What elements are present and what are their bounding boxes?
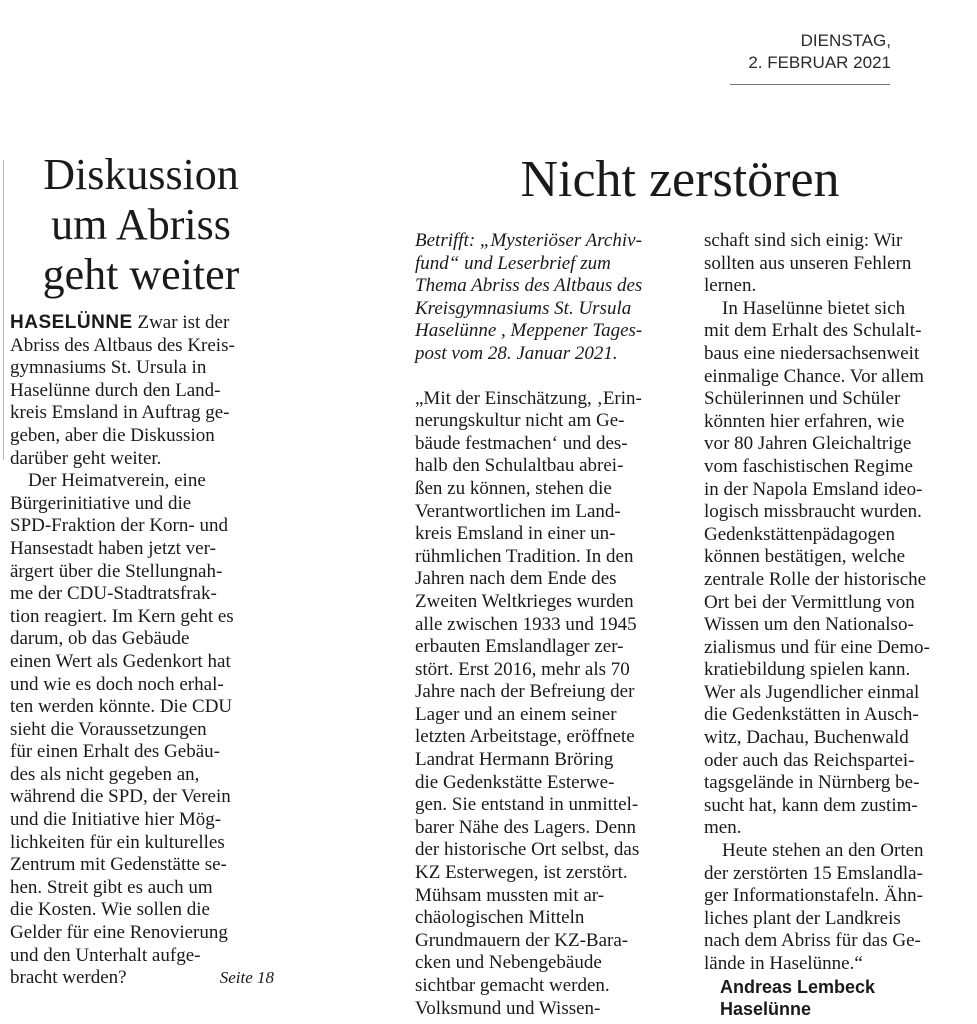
text-line: Haselünne durch den Land- [10, 379, 221, 401]
left-article-paragraph-1 [10, 312, 274, 470]
letter-reference [415, 230, 695, 366]
text-line: fund“ und Leserbrief zum [415, 252, 611, 274]
text-line: Volksmund und Wissen- [415, 997, 601, 1019]
left-article-headline [10, 150, 272, 300]
text-line: einmalige Chance. Vor allem [704, 365, 924, 387]
text-line: barer Nähe des Lagers. Denn [415, 816, 637, 838]
spacer [415, 366, 695, 388]
text-line: Haselünne , Meppener Tages- [415, 320, 643, 342]
text-line: KZ Esterwegen, ist zerstört. [415, 862, 628, 884]
text-line: vor 80 Jahren Gleichaltrige [704, 433, 912, 455]
text-line: ten werden könnte. Die CDU [10, 696, 233, 718]
text-line: kreis Emsland in einer un- [415, 523, 616, 545]
text-line: logisch missbraucht wurden. [704, 501, 922, 523]
page-reference: Seite 18 [219, 968, 274, 988]
text-line: Abriss des Altbaus des Kreis- [10, 334, 235, 356]
text-line: vom faschistischen Regime [704, 455, 913, 477]
text-line: tagsgelände in Nürnberg be- [704, 772, 920, 794]
right-article-headline: Nicht zerstören [520, 151, 840, 208]
text-line: gen. Sie entstand in unmittel- [415, 794, 639, 816]
text-line: Gelder für eine Renovierung [10, 922, 228, 944]
text-line [10, 312, 274, 335]
text-line: während die SPD, der Verein [10, 786, 231, 808]
text-fragment: Zwar ist der [132, 312, 230, 333]
text-line: kratiebildung spielen kann. [704, 659, 911, 681]
text-line [10, 967, 274, 990]
text-line: Heute stehen an den Orten [722, 840, 924, 862]
dateline [748, 30, 891, 74]
text-line: men. [704, 817, 742, 839]
text-line: Schülerinnen und Schüler [704, 388, 901, 410]
text-line: einen Wert als Gedenkort hat [10, 650, 231, 672]
text-line: und die Initiative hier Mög- [10, 809, 222, 831]
author-name: Andreas Lembeck [720, 976, 876, 997]
text-line: der historische Ort selbst, das [415, 839, 640, 861]
text-line: sieht die Voraussetzungen [10, 718, 207, 740]
letter-body-paragraph [415, 388, 695, 1021]
text-line: me der CDU-Stadtratsfrak- [10, 583, 217, 605]
text-line: witz, Dachau, Buchenwald [704, 727, 909, 749]
text-line: die Gedenkstätten in Ausch- [704, 704, 919, 726]
text-line: gymnasiums St. Ursula in [10, 357, 207, 379]
text-line: Thema Abriss des Altbaus des [415, 275, 643, 297]
dateline-weekday: DIENSTAG, [800, 31, 891, 50]
text-line: Zentrum mit Gedenstätte se- [10, 854, 227, 876]
text-line: baus eine niedersachsenweit [704, 342, 920, 364]
text-line: Mühsam mussten mit ar- [415, 884, 605, 906]
text-line: kreis Emsland in Auftrag ge- [10, 402, 230, 424]
text-line: sucht hat, kann dem zustim- [704, 794, 918, 816]
text-line: liches plant der Landkreis [704, 907, 901, 929]
text-line: nerungskultur nicht am Ge- [415, 410, 625, 432]
text-line: und den Unterhalt aufge- [10, 944, 201, 966]
text-line: „Mit der Einschätzung, ‚Erin- [415, 387, 642, 409]
text-line: bäude festmachen‘ und des- [415, 432, 628, 454]
text-line: mit dem Erhalt des Schulalt- [704, 320, 922, 342]
text-line: tion reagiert. Im Kern geht es [10, 605, 234, 627]
dateline-date: 2. FEBRUAR 2021 [748, 53, 891, 72]
text-line: und wie es doch noch erhal- [10, 673, 224, 695]
text-line: hen. Streit gibt es auch um [10, 876, 213, 898]
text-line: könnten hier erfahren, wie [704, 410, 905, 432]
text-line: Betrifft: „Mysteriöser Archiv- [415, 230, 642, 251]
text-line: erbauten Emslandlager zer- [415, 636, 624, 658]
author-city: Haselünne [720, 998, 812, 1019]
text-line: Grundmauern der KZ-Bara- [415, 929, 629, 951]
dateline-rule [730, 84, 890, 85]
text-line: sichtbar gemacht werden. [415, 975, 610, 996]
text-line: Bürgerinitiative und die [10, 492, 192, 514]
text-line: können bestätigen, welche [704, 546, 906, 568]
text-line: Kreisgymnasiums St. Ursula [415, 297, 632, 319]
text-line: Ort bei der Vermittlung von [704, 591, 915, 613]
letter-body-paragraph [704, 840, 970, 976]
text-line: schaft sind sich einig: Wir [704, 230, 903, 251]
text-line: rühmlichen Tradition. In den [415, 545, 634, 567]
headline-line: Diskussion [43, 150, 239, 199]
text-line: Wer als Jugendlicher einmal [704, 681, 920, 703]
text-line: Lager und an einem seiner [415, 703, 617, 725]
text-line: die Gedenkstätte Esterwe- [415, 771, 615, 793]
text-line: zialismus und für eine Demo- [704, 636, 930, 658]
locality-label: HASELÜNNE [10, 312, 133, 333]
text-line: in der Napola Emsland ideo- [704, 478, 923, 500]
text-line: post vom 28. Januar 2021. [415, 342, 618, 364]
text-line: cken und Nebengebäude [415, 952, 602, 974]
text-line: Landrat Hermann Bröring [415, 749, 614, 771]
text-line: lichkeiten für ein kulturelles [10, 831, 225, 853]
text-line: chäologischen Mitteln [415, 907, 585, 929]
text-line: letzten Arbeitstage, eröffnete [415, 726, 635, 748]
letter-body-paragraph [704, 298, 970, 840]
text-line: Jahren nach dem Ende des [415, 568, 617, 590]
column-rule [3, 160, 4, 460]
text-line: darum, ob das Gebäude [10, 628, 190, 650]
text-line: darüber geht weiter. [10, 447, 162, 469]
text-line: Jahre nach der Befreiung der [415, 681, 635, 703]
text-line: halb den Schulaltbau abrei- [415, 455, 624, 477]
text-line: Wissen um den Nationalso- [704, 614, 914, 636]
text-line: oder auch das Reichspartei- [704, 749, 915, 771]
text-line: SPD-Fraktion der Korn- und [10, 515, 228, 537]
headline-line: geht weiter [42, 250, 240, 299]
text-line: alle zwischen 1933 und 1945 [415, 613, 637, 635]
text-line: die Kosten. Wie sollen die [10, 899, 210, 921]
text-line: nach dem Abriss für das Ge- [704, 930, 921, 952]
headline-line: um Abriss [51, 200, 231, 249]
text-line: sollten aus unseren Fehlern [704, 252, 912, 274]
text-line: geben, aber die Diskussion [10, 424, 215, 446]
letter-body-paragraph [704, 230, 970, 298]
text-line: Verantwortlichen im Land- [415, 500, 621, 522]
text-line: Zweiten Weltkrieges wurden [415, 590, 634, 612]
text-line: der zerstörten 15 Emslandla- [704, 862, 923, 884]
left-article-paragraph-2 [10, 470, 274, 990]
text-line: lernen. [704, 275, 757, 297]
text-line: ger Informationstafeln. Ähn- [704, 885, 923, 907]
text-line: ßen zu können, stehen die [415, 477, 612, 499]
text-fragment: bracht werden? [10, 967, 127, 989]
text-line: ärgert über die Stellungnah- [10, 560, 223, 582]
letter-column-2 [704, 230, 970, 1020]
text-line: Der Heimatverein, eine [28, 470, 206, 492]
text-line: des als nicht gegeben an, [10, 763, 200, 785]
text-line: stört. Erst 2016, mehr als 70 [415, 658, 630, 680]
text-line: In Haselünne bietet sich [722, 297, 906, 319]
text-line: für einen Erhalt des Gebäu- [10, 741, 220, 763]
left-article-body [10, 312, 274, 990]
text-line: lände in Haselünne.“ [704, 953, 863, 974]
text-line: zentrale Rolle der historische [704, 568, 927, 590]
text-line: Hansestadt haben jetzt ver- [10, 537, 216, 559]
letter-column-1 [415, 230, 695, 1020]
text-line: Gedenkstättenpädagogen [704, 523, 895, 545]
letter-author [704, 976, 970, 1020]
